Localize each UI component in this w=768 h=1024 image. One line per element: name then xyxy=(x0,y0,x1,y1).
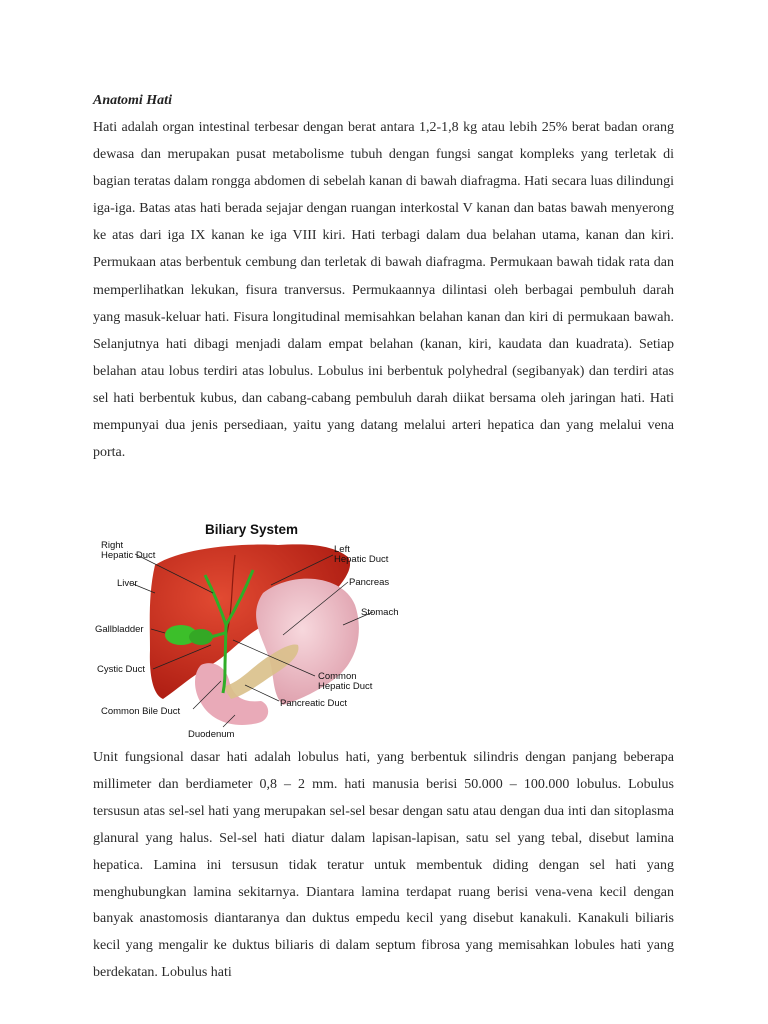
gallbladder-neck xyxy=(189,629,213,645)
figure-title: Biliary System xyxy=(205,522,299,537)
label-pancreas: Pancreas xyxy=(349,577,390,588)
label-left-hepatic-1: Left xyxy=(334,544,350,555)
label-liver: Liver xyxy=(117,578,138,589)
label-stomach: Stomach xyxy=(361,607,399,618)
label-gallbladder: Gallbladder xyxy=(95,624,144,635)
section-title: Anatomi Hati xyxy=(93,93,172,108)
label-common-hepatic-1: Common xyxy=(318,671,357,682)
biliary-system-figure xyxy=(93,515,413,745)
label-left-hepatic-2: Hepatic Duct xyxy=(334,554,389,565)
label-right-hepatic-1: Right xyxy=(101,540,124,551)
label-duodenum: Duodenum xyxy=(188,729,235,740)
label-pancreatic-duct: Pancreatic Duct xyxy=(280,698,348,709)
label-right-hepatic-2: Hepatic Duct xyxy=(101,550,156,561)
label-common-hepatic-2: Hepatic Duct xyxy=(318,681,373,692)
paragraph-lobulus: Unit fungsional dasar hati adalah lobulus hati, yang berbentuk silindris dengan panjang beberapa millimeter dan berdiameter 0,8 – 2 mm. hati manusia berisi 50.000 – 100.000 lobulus. Lobulus tersusun atas sel-sel hati yang merupakan sel-sel besar dengan satu atau dengan dua inti dan sitoplasma glanural yang halus. Sel-sel hati diatur dalam lapisan-lapisan, satu sel yang tebal, disebut lamina hepatica. Lamina ini tersusun tidak teratur untuk membentuk diding dengan sel hati yang menghubungkan lamina sekitarnya. Diantara lamina terdapat ruang berisi vena-vena kecil dengan banyak anastomosis diantaranya dan duktus empedu kecil yang disebut kanakuli. Kanakuli biliaris kecil yang mengalir ke duktus biliaris di dalam septum fibrosa yang memisahkan lobules hati yang berdekatan. Lobulus hati xyxy=(93,750,674,981)
paragraph-intro: Hati adalah organ intestinal terbesar dengan berat antara 1,2-1,8 kg atau lebih 25% berat badan orang dewasa dan merupakan pusat metabolisme tubuh dengan fungsi sangat kompleks yang terletak di bagian teratas dalam rongga abdomen di sebelah kanan di bawah diafragma. Hati secara luas dilindungi iga-iga. Batas atas hati berada sejajar dengan ruangan interkostal V kanan dan batas bawah menyerong ke atas dari iga IX kanan ke iga VIII kiri. Hati terbagi dalam dua belahan utama, kanan dan kiri. Permukaan atas berbentuk cembung dan terletak di bawah diafragma. Permukaan bawah tidak rata dan memperlihatkan lekukan, fisura tranversus. Permukaannya dilintasi oleh berbagai pembuluh darah yang masuk-keluar hati. Fisura longitudinal memisahkan belahan kanan dan kiri di permukaan bawah. Selanjutnya hati dibagi menjadi dalam empat belahan (kanan, kiri, kaudata dan kuadrata). Setiap belahan atau lobus terdiri atas lobulus. Lobulus ini berbentuk polyhedral (segibanyak) dan terdiri atas sel hati berbentuk kubus, dan cabang-cabang pembuluh darah diikat bersama oleh jaringan hati. Hati mempunyai dua jenis persediaan, yaitu yang datang melalui arteri hepatica dan yang melalui vena porta. xyxy=(93,120,674,461)
label-common-bile-duct: Common Bile Duct xyxy=(101,706,181,717)
label-cystic-duct: Cystic Duct xyxy=(97,664,146,675)
